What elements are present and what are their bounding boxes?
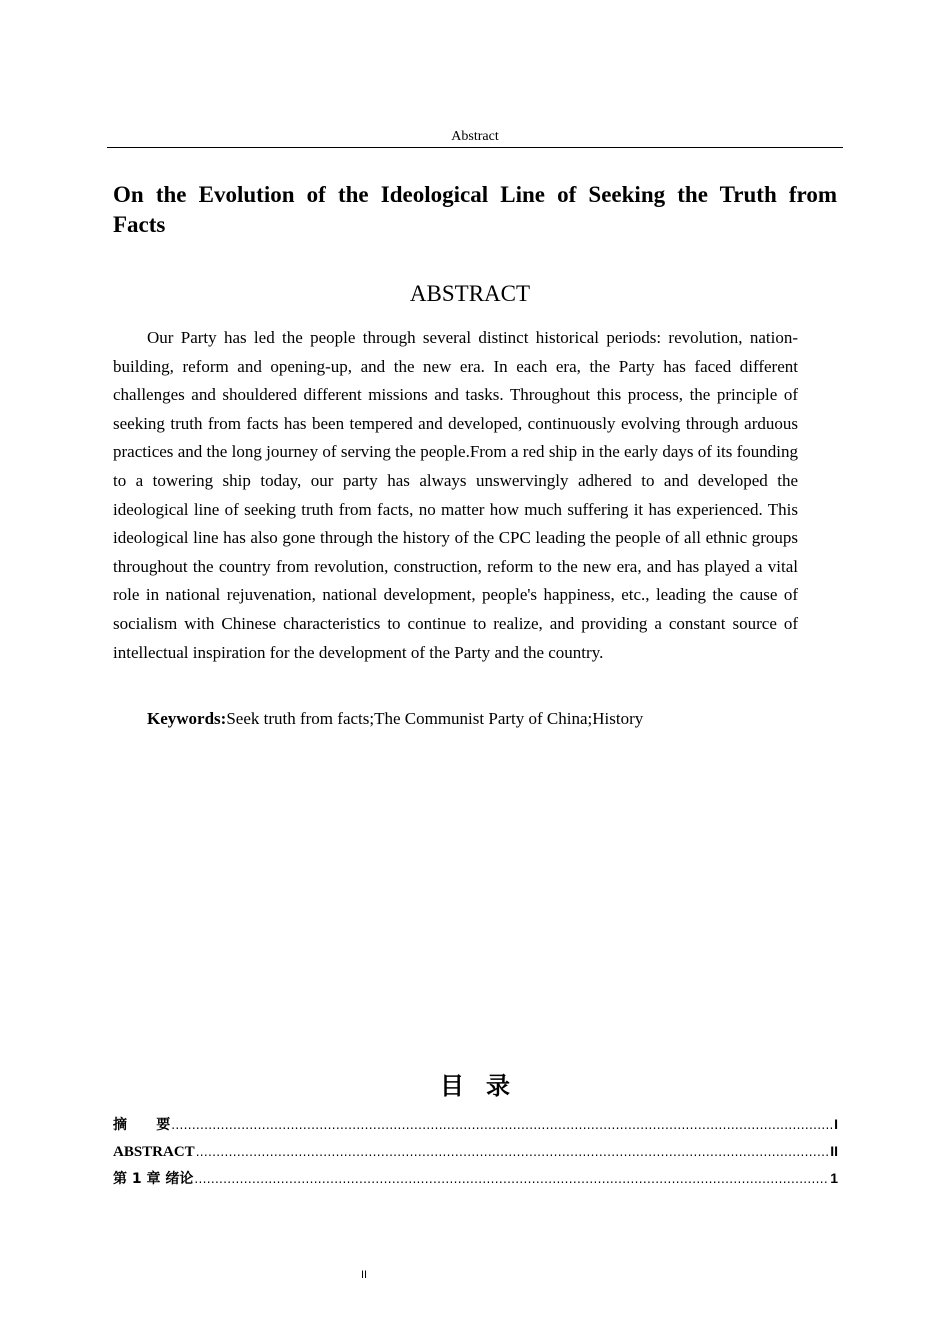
toc-entry-label: 第 1 章 绪论 <box>113 1171 194 1187</box>
running-header: Abstract <box>107 128 843 148</box>
toc-entry-label: ABSTRACT <box>113 1144 195 1160</box>
toc-entry-page: I <box>834 1116 838 1132</box>
toc-entry-abstract-en[interactable] <box>113 1138 838 1165</box>
toc-entry-label: 摘 要 <box>113 1117 171 1133</box>
toc-entry-abstract-cn[interactable] <box>113 1111 838 1138</box>
toc-entry-chapter-1[interactable] <box>113 1165 838 1192</box>
toc-leader-dots <box>196 1139 830 1166</box>
toc-entry-page: 1 <box>830 1170 838 1186</box>
abstract-heading: ABSTRACT <box>409 281 531 306</box>
keywords-line <box>147 705 807 733</box>
table-of-contents <box>113 1111 838 1192</box>
abstract-body: Our Party has led the people through several distinct historical periods: revolution, nation-building, reform and opening-up, and the new era. In each era, the Party has faced different challenges and shouldered different missions and tasks. Throughout this process, the principle of seeking truth from facts has been tempered and developed, continuously evolving through arduous practices and the long journey of serving the people.From a red ship in the early days of its founding to a towering ship today, our party has always unswervingly adhered to and developed the ideological line of seeking truth from facts, no matter how much suffering it has experienced. This ideological line has also gone through the history of the CPC leading the people of all ethnic groups throughout the country from revolution, construction, reform to the new era, and has played a vital role in national rejuvenation, national development, people's happiness, etc., leading the cause of socialism with Chinese characteristics to continue to realize, and providing a constant source of intellectual inspiration for the development of the Party and the country. <box>113 328 798 662</box>
toc-leader-dots <box>194 1166 829 1193</box>
toc-leader-dots <box>171 1112 833 1139</box>
document-title: On the Evolution of the Ideological Line of Seeking the Truth from Facts <box>113 182 837 237</box>
toc-heading: 目录 <box>440 1072 532 1100</box>
page-number: II <box>360 1269 368 1281</box>
keywords-text: Seek truth from facts;The Communist Party of China;History <box>226 709 644 728</box>
toc-entry-page: II <box>830 1143 838 1159</box>
keywords-label: Keywords: <box>147 709 227 728</box>
